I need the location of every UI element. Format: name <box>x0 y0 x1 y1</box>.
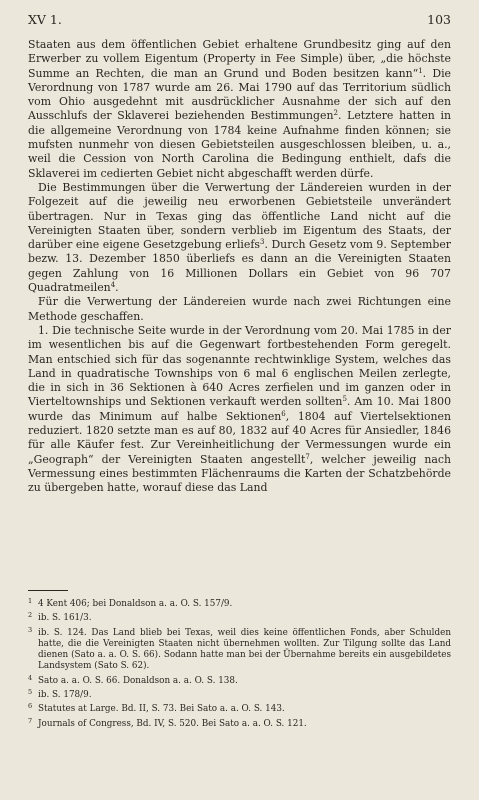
paragraph: 1. Die technische Seite wurde in der Verordnung vom 20. Mai 1785 in der im wesentlichen bis auf die Gegenwart fortbestehenden Form geregelt. Man entschied sich für das sogenannte rechtwinklige System, welches das Land in quadratische Townships von 6 mal 6 englischen Meilen zerlegte, die in sich in 36 Sektionen à 640 Acres zerfielen und im ganzen oder in Vierteltownships und Sektionen verkauft werden sollten$^5$. Am 10. Mai 1800 wurde das Minimum auf halbe Sektionen$^6$, 1804 auf Viertelsektionen reduziert. 1820 setzte man es auf 80, 1832 auf 40 Acres für Ansiedler, 1846 für alle Käufer fest. Zur Vereinheitlichung der Vermessungen wurde ein „Geograph“ der Vereinigten Staaten angestellt$^7$, welcher jeweilig nach Vermessung eines bestimmten Flächenraums die Karten der Schatzbehörde zu übergeben hatte, worauf diese das Land <box>28 323 451 495</box>
footnote-divider <box>28 590 68 591</box>
footnote-ref[interactable]: 4 <box>110 281 116 290</box>
footnote: 3 ib. S. 124. Das Land blieb bei Texas, weil dies keine öffentlichen Fonds, aber Schulden hatte, die die Vereinigten Staaten nicht übernehmen wollten. Zur Tilgung sollte das Land dienen (Sato a. a. O. S. 66). Sodann hatte man bei der Übernahme bereits ein ausgebildetes Landsystem (Sato S. 62). <box>28 625 451 672</box>
footnote-ref[interactable]: 1 <box>418 66 423 75</box>
footnote: 1 4 Kent 406; bei Donaldson a. a. O. S. 157/9. <box>28 597 233 609</box>
footnotes <box>28 596 451 730</box>
footnote-ref[interactable]: 3 <box>259 238 265 247</box>
main-text <box>28 38 451 496</box>
footnote: 7 Journals of Congress, Bd. IV, S. 520. Bei Sato a. a. O. S. 121. <box>28 716 307 729</box>
paragraph: Die Bestimmungen über die Verwertung der Ländereien wurden in der Folgezeit auf die jeweilig neu erworbenen Gebietsteile unverändert übertragen. Nur in Texas ging das öffentliche Land nicht auf die Vereinigten Staaten über, sondern verblieb im Eigentum des Staats, der darüber eine eigene Gesetzgebung erliefs$^3$. Durch Gesetz vom 9. September bezw. 13. Dezember 1850 überliefs es dann an die Vereinigten Staaten gegen Zahlung von 16 Millionen Dollars ein Gebiet von 96 707 Quadratmeilen$^4$. <box>28 180 451 295</box>
paragraph: Für die Verwertung der Ländereien wurde nach zwei Richtungen eine Methode geschaffen. <box>28 295 451 323</box>
footnote-ref[interactable]: 7 <box>305 452 310 461</box>
running-header <box>28 12 451 28</box>
footnote-ref[interactable]: 6 <box>281 409 286 418</box>
footnote: 2 ib. S. 161/3. <box>28 611 92 624</box>
footnote-ref[interactable]: 5 <box>342 395 347 404</box>
chapter-marker: XV 1. <box>28 12 62 27</box>
footnote: 4 Sato a. a. O. S. 66. Donaldson a. a. O. S. 138. <box>28 673 238 686</box>
footnote: 6 Statutes at Large. Bd. II, S. 73. Bei Sato a. a. O. S. 143. <box>28 702 285 715</box>
page-number: 103 <box>427 12 451 27</box>
footnote: 5 ib. S. 178/9. <box>28 688 92 701</box>
footnote-ref[interactable]: 2 <box>333 109 338 118</box>
paragraph: Staaten aus dem öffentlichen Gebiet erhaltene Grundbesitz ging auf den Erwerber zu vollem Eigentum (Property in Fee Simple) über, „die höchste Summe an Rechten, die man an Grund und Boden besitzen kann“$^1$. Die Verordnung von 1787 wurde am 26. Mai 1790 auf das Territorium südlich vom Ohio ausgedehnt mit ausdrücklicher Ausnahme der sich auf den Ausschlufs der Sklaverei beziehenden Bestimmungen$^2$. Letztere hatten in die allgemeine Verordnung von 1784 keine Aufnahme finden können; sie mufsten nunmehr von diesen Gebietsteilen ausgeschlossen bleiben, u. a., weil die Cession von North Carolina die Bedingung enthielt, dafs die Sklaverei im cedierten Gebiet nicht abgeschafft werden dürfe. <box>28 38 451 180</box>
